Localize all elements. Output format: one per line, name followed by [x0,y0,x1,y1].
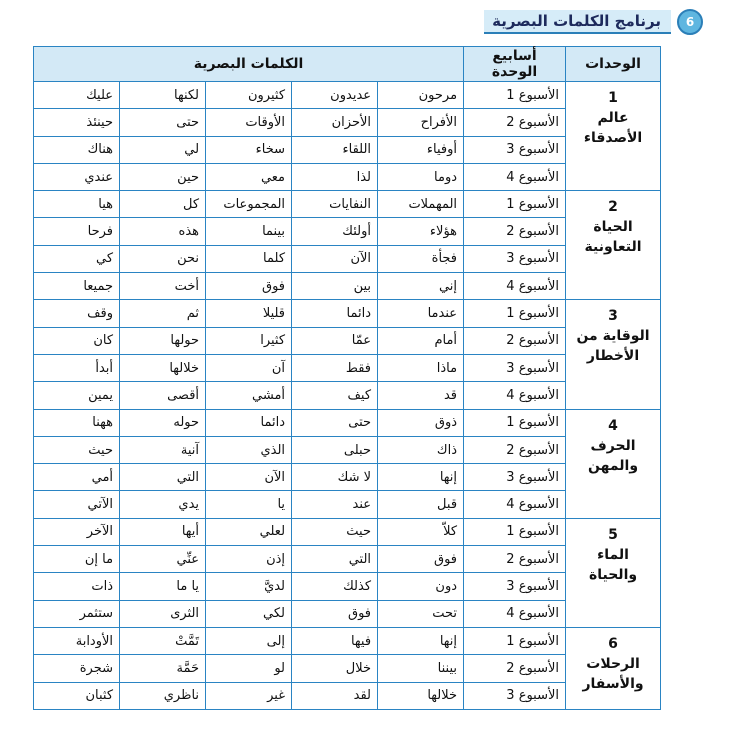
sight-word: إذن [206,546,292,573]
sight-word: نحن [120,245,206,272]
sight-word: وقف [34,300,120,327]
sight-word: فرحا [34,218,120,245]
sight-word: تَمَّتْ [120,627,206,654]
week-label: الأسبوع 3 [464,136,566,163]
unit-cell [566,82,661,191]
sight-word: دوما [378,163,464,190]
sight-word: هيا [34,191,120,218]
sight-word: أبدأ [34,354,120,381]
sight-word: النفايات [292,191,378,218]
week-label: الأسبوع 1 [464,518,566,545]
sight-word: حينئذ [34,109,120,136]
sight-word: عليك [34,82,120,109]
sight-word: حيث [292,518,378,545]
sight-word: فقط [292,354,378,381]
sight-word: لو [206,655,292,682]
sight-word: فيها [292,627,378,654]
sight-word: عندي [34,163,120,190]
week-label: الأسبوع 1 [464,300,566,327]
sight-word: سخاء [206,136,292,163]
sight-word: ثم [120,300,206,327]
sight-word: فجأة [378,245,464,272]
sight-word: بينما [206,218,292,245]
sight-word: حتى [120,109,206,136]
sight-word: بيننا [378,655,464,682]
sight-word: عديدون [292,82,378,109]
sight-word: إنها [378,627,464,654]
week-label: الأسبوع 4 [464,163,566,190]
sight-word: حين [120,163,206,190]
sight-word: لقد [292,682,378,709]
week-label: الأسبوع 3 [464,354,566,381]
table-header-row [34,47,661,82]
week-label: الأسبوع 2 [464,436,566,463]
unit-number: 4 [608,417,618,434]
week-label: الأسبوع 2 [464,218,566,245]
table-row [34,409,661,436]
sight-word: معي [206,163,292,190]
header-units: الوحدات [566,47,661,82]
unit-cell [566,627,661,709]
week-label: الأسبوع 1 [464,627,566,654]
sight-word: ذات [34,573,120,600]
sight-word: تحت [378,600,464,627]
unit-number: 5 [608,526,618,543]
sight-word: المجموعات [206,191,292,218]
unit-cell [566,409,661,518]
sight-word: كثيرون [206,82,292,109]
sight-word: عمّا [292,327,378,354]
sight-word: الآخر [34,518,120,545]
week-label: الأسبوع 2 [464,546,566,573]
sight-word: ذاك [378,436,464,463]
header-weeks: أسابيع الوحدة [464,47,566,82]
week-label: الأسبوع 4 [464,491,566,518]
sight-word: ستثمر [34,600,120,627]
week-label: الأسبوع 2 [464,655,566,682]
sight-word: أمام [378,327,464,354]
sight-word: مرحون [378,82,464,109]
title-text: برنامج الكلمات البصرية [484,10,671,34]
sight-word: آنية [120,436,206,463]
sight-word: يدي [120,491,206,518]
unit-name: الحياة التعاونية [584,219,642,256]
week-label: الأسبوع 4 [464,382,566,409]
week-label: الأسبوع 3 [464,682,566,709]
sight-word: التي [120,464,206,491]
sight-word: حولها [120,327,206,354]
sight-word: أمي [34,464,120,491]
sight-word: إني [378,273,464,300]
sight-word: لذا [292,163,378,190]
sight-word: التي [292,546,378,573]
week-label: الأسبوع 4 [464,600,566,627]
sight-word: عند [292,491,378,518]
sight-word: خلال [292,655,378,682]
unit-cell [566,191,661,300]
week-label: الأسبوع 1 [464,82,566,109]
section-number-badge: 6 [677,9,703,35]
sight-word: هؤلاء [378,218,464,245]
sight-word: كذلك [292,573,378,600]
sight-word: دائما [292,300,378,327]
week-label: الأسبوع 4 [464,273,566,300]
sight-word: كان [34,327,120,354]
unit-cell [566,300,661,409]
sight-word: حوله [120,409,206,436]
sight-word: يمين [34,382,120,409]
sight-word: قبل [378,491,464,518]
sight-word: ههنا [34,409,120,436]
sight-word: خلالها [120,354,206,381]
sight-word: فوق [292,600,378,627]
sight-word: الأحزان [292,109,378,136]
sight-word: الآتي [34,491,120,518]
sight-word: حَمَّة [120,655,206,682]
sight-word: يا [206,491,292,518]
sight-word: لديَّ [206,573,292,600]
sight-word: إنها [378,464,464,491]
unit-name: عالم الأصدقاء [583,110,643,146]
sight-words-table [33,46,661,710]
sight-word: عندما [378,300,464,327]
sight-word: أخت [120,273,206,300]
sight-word: كي [34,245,120,272]
week-label: الأسبوع 2 [464,109,566,136]
sight-word: الآن [206,464,292,491]
sight-word: قليلا [206,300,292,327]
sight-word: لي [120,136,206,163]
sight-word: ذوق [378,409,464,436]
sight-word: حتى [292,409,378,436]
unit-name: الحرف والمهن [588,437,639,474]
sight-word: المهملات [378,191,464,218]
sight-word: لكي [206,600,292,627]
week-label: الأسبوع 3 [464,245,566,272]
table-row [34,191,661,218]
unit-number: 1 [608,90,618,106]
sight-word: آن [206,354,292,381]
unit-name: الوقاية من الأخطار [576,328,650,365]
sight-word: الثرى [120,600,206,627]
week-label: الأسبوع 1 [464,409,566,436]
sight-word: كلاّ [378,518,464,545]
sight-word: لعلي [206,518,292,545]
unit-cell [566,518,661,627]
sight-word: الأوقات [206,109,292,136]
sight-word: الذي [206,436,292,463]
sight-word: حبلى [292,436,378,463]
sight-word: أوفياء [378,136,464,163]
unit-number: 6 [608,635,618,652]
sight-word: قد [378,382,464,409]
sight-word: فوق [378,546,464,573]
week-label: الأسبوع 3 [464,573,566,600]
sight-word: أمشي [206,382,292,409]
sight-word: لكنها [120,82,206,109]
sight-word: كثيرا [206,327,292,354]
sight-word: أيها [120,518,206,545]
sight-word: فوق [206,273,292,300]
table-row [34,300,661,327]
sight-word: أولئك [292,218,378,245]
sight-word: أقصى [120,382,206,409]
unit-name: الماء والحياة [588,546,638,583]
header-words: الكلمات البصرية [34,47,464,82]
page-title [484,8,703,36]
sight-word: يا ما [120,573,206,600]
week-label: الأسبوع 2 [464,327,566,354]
table-body [34,82,661,710]
sight-word: ما إن [34,546,120,573]
sight-word: كيف [292,382,378,409]
table-row [34,627,661,654]
sight-word: اللقاء [292,136,378,163]
sight-word: الآن [292,245,378,272]
sight-word: جميعا [34,273,120,300]
unit-name: الرحلات والأسفار [582,655,644,692]
table-row [34,518,661,545]
sight-word: عنِّي [120,546,206,573]
sight-word: لا شك [292,464,378,491]
sight-word: غير [206,682,292,709]
table-row [34,82,661,109]
sight-word: كثبان [34,682,120,709]
sight-word: إلى [206,627,292,654]
sight-word: دون [378,573,464,600]
sight-word: هناك [34,136,120,163]
week-label: الأسبوع 1 [464,191,566,218]
sight-word: ناظري [120,682,206,709]
sight-word: دائما [206,409,292,436]
sight-word: حيث [34,436,120,463]
sight-word: ماذا [378,354,464,381]
sight-word: هذه [120,218,206,245]
sight-word: الأودابة [34,627,120,654]
unit-number: 2 [608,199,618,216]
sight-word: بين [292,273,378,300]
sight-word: الأفراح [378,109,464,136]
unit-number: 3 [608,308,618,325]
sight-word: شجرة [34,655,120,682]
sight-word: كلما [206,245,292,272]
week-label: الأسبوع 3 [464,464,566,491]
sight-word: خلالها [378,682,464,709]
sight-word: كل [120,191,206,218]
